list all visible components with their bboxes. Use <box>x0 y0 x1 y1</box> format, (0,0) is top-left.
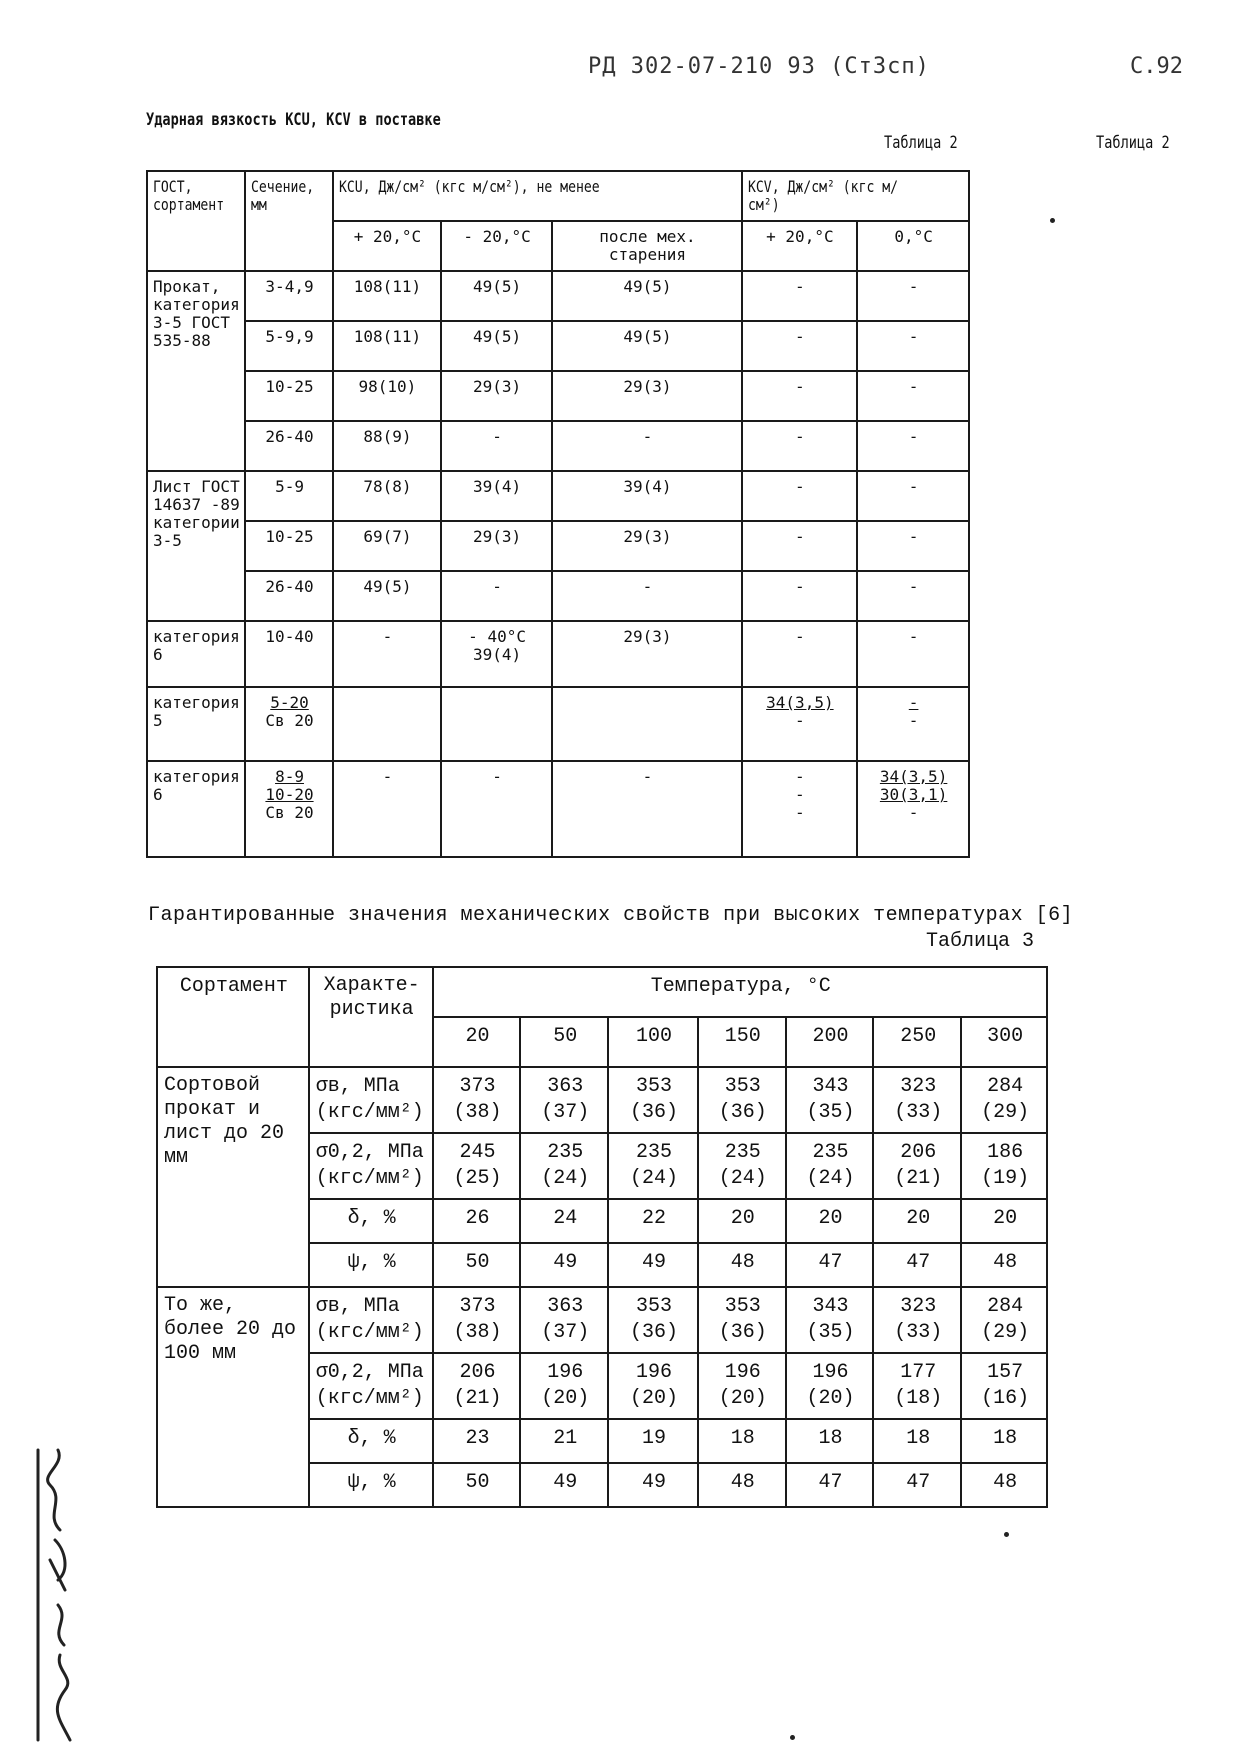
characteristic-cell <box>309 1419 433 1463</box>
kcu-plus20-cell: 98(10) <box>333 371 441 421</box>
value-cell: 18 <box>698 1419 786 1463</box>
characteristic-cell <box>309 1199 433 1243</box>
kcv-zero-cell <box>857 761 969 857</box>
section-cell <box>245 761 333 857</box>
table3-header-row <box>157 967 1047 1017</box>
table2-caption: Ударная вязкость KCU, KCV в поставке <box>146 110 441 130</box>
value-mpa: 284 <box>987 1075 1024 1098</box>
value-cell <box>520 1287 608 1353</box>
value-kgs: (20) <box>541 1387 590 1410</box>
header-characteristic: Характе-ристика <box>309 967 433 1067</box>
value-kgs: (38) <box>453 1321 502 1344</box>
value-cell <box>608 1133 698 1199</box>
value-kgs: (36) <box>718 1101 767 1124</box>
value-cell <box>698 1353 786 1419</box>
kcu-plus20-cell: - <box>333 761 441 857</box>
temp-cell: 300 <box>961 1017 1047 1067</box>
temp-cell: 200 <box>786 1017 874 1067</box>
value-mpa: 235 <box>547 1141 584 1164</box>
value-mpa: 206 <box>900 1141 937 1164</box>
value-cell <box>433 1133 521 1199</box>
kcu-minus20-cell <box>441 621 553 687</box>
kcu-minus20-temp: - 40°C <box>468 627 526 646</box>
kcv-value-line: - <box>795 785 805 804</box>
value-kgs: (16) <box>981 1387 1030 1410</box>
kcu-minus20-cell: - <box>441 421 553 471</box>
table-row <box>147 521 969 571</box>
table-row <box>157 1067 1047 1133</box>
value-cell: 20 <box>786 1199 874 1243</box>
value-cell: 49 <box>608 1243 698 1287</box>
impact-toughness-table <box>146 170 970 858</box>
section-cell: 26-40 <box>245 571 333 621</box>
value-mpa: 196 <box>724 1361 761 1384</box>
kcu-aging-cell: 29(3) <box>552 621 741 687</box>
table-row <box>147 321 969 371</box>
value-mpa: 353 <box>635 1295 672 1318</box>
value-mpa: 186 <box>987 1141 1024 1164</box>
header-sortament: Сортамент <box>157 967 309 1067</box>
kcv-plus20-cell: - <box>742 421 858 471</box>
kcu-plus20-cell: 69(7) <box>333 521 441 571</box>
kcv-value-line: - <box>908 711 919 730</box>
kcu-aging-cell: 29(3) <box>552 521 741 571</box>
section-cell: 26-40 <box>245 421 333 471</box>
table-row <box>147 571 969 621</box>
scan-speck <box>1004 1532 1009 1537</box>
table-row <box>147 371 969 421</box>
value-cell: 49 <box>520 1243 608 1287</box>
characteristic-symbol: σв, МПа <box>315 1075 400 1098</box>
kcv-value-line: - <box>908 693 919 712</box>
value-mpa: 373 <box>459 1295 496 1318</box>
section-cell: 5-9 <box>245 471 333 521</box>
kcv-value-line: - <box>795 803 805 822</box>
value-kgs: (21) <box>453 1387 502 1410</box>
value-kgs: (29) <box>981 1321 1030 1344</box>
kcv-plus20-cell: - <box>742 321 858 371</box>
table-row <box>147 687 969 761</box>
scan-speck <box>1050 218 1055 223</box>
value-cell <box>786 1067 874 1133</box>
value-kgs: (18) <box>894 1387 943 1410</box>
value-cell <box>961 1067 1047 1133</box>
high-temperature-properties-table <box>156 966 1048 1508</box>
kcv-zero-cell: - <box>857 371 969 421</box>
value-mpa: 323 <box>900 1295 937 1318</box>
table2-label: Таблица 2 <box>884 133 958 153</box>
kcv-value-line: - <box>795 767 805 786</box>
header-kcu: KCU, Дж/см² (кгс м/см²), не менее <box>333 171 741 221</box>
value-kgs: (24) <box>718 1167 767 1190</box>
value-cell <box>608 1353 698 1419</box>
value-cell <box>698 1287 786 1353</box>
table2-header-row <box>147 171 969 221</box>
kcv-plus20-cell: - <box>742 621 858 687</box>
header-kcv-zero: 0,°C <box>857 221 969 271</box>
kcu-minus20-cell: 49(5) <box>441 271 553 321</box>
value-cell: 20 <box>873 1199 961 1243</box>
value-kgs: (37) <box>541 1321 590 1344</box>
value-cell: 48 <box>698 1463 786 1507</box>
section-line: 10-20 <box>265 785 314 804</box>
section-cell: 3-4,9 <box>245 271 333 321</box>
value-mpa: 353 <box>724 1295 761 1318</box>
kcu-plus20-cell: 88(9) <box>333 421 441 471</box>
value-cell: 18 <box>961 1419 1047 1463</box>
section-cell: 10-25 <box>245 371 333 421</box>
value-cell <box>786 1287 874 1353</box>
table-row <box>147 471 969 521</box>
group-name: Сортовой прокат и лист до 20 мм <box>157 1067 309 1287</box>
kcu-minus20-cell <box>441 687 553 761</box>
characteristic-symbol: σ0,2, МПа <box>315 1361 424 1384</box>
value-cell: 48 <box>961 1463 1047 1507</box>
value-kgs: (29) <box>981 1101 1030 1124</box>
characteristic-unit: (кгс/мм²) <box>315 1101 424 1124</box>
value-cell <box>698 1133 786 1199</box>
value-cell: 26 <box>433 1199 521 1243</box>
kcu-plus20-cell: - <box>333 621 441 687</box>
value-cell <box>698 1067 786 1133</box>
value-kgs: (25) <box>453 1167 502 1190</box>
header-temperature: Температура, °С <box>433 967 1047 1017</box>
value-cell: 18 <box>786 1419 874 1463</box>
kcv-zero-cell: - <box>857 471 969 521</box>
value-cell: 20 <box>698 1199 786 1243</box>
kcu-plus20-cell: 49(5) <box>333 571 441 621</box>
kcu-aging-cell: 39(4) <box>552 471 741 521</box>
kcv-zero-cell: - <box>857 421 969 471</box>
value-cell: 23 <box>433 1419 521 1463</box>
value-cell: 21 <box>520 1419 608 1463</box>
kcv-zero-cell <box>857 687 969 761</box>
value-cell: 19 <box>608 1419 698 1463</box>
value-mpa: 177 <box>900 1361 937 1384</box>
header-kcu-aging: после мех. старения <box>552 221 741 271</box>
header-kcu-minus20: - 20,°C <box>441 221 553 271</box>
table-row <box>147 761 969 857</box>
value-cell <box>433 1067 521 1133</box>
group-name: То же, более 20 до 100 мм <box>157 1287 309 1507</box>
kcv-zero-cell: - <box>857 521 969 571</box>
value-mpa: 373 <box>459 1075 496 1098</box>
value-cell: 47 <box>873 1463 961 1507</box>
value-mpa: 196 <box>635 1361 672 1384</box>
kcv-plus20-cell: - <box>742 271 858 321</box>
characteristic-unit: (кгс/мм²) <box>315 1321 424 1344</box>
characteristic-unit: (кгс/мм²) <box>315 1167 424 1190</box>
kcu-aging-cell <box>552 687 741 761</box>
value-cell: 22 <box>608 1199 698 1243</box>
table3-body <box>157 1067 1047 1507</box>
kcv-zero-cell: - <box>857 321 969 371</box>
value-mpa: 206 <box>459 1361 496 1384</box>
characteristic-symbol: ψ, % <box>347 1471 396 1494</box>
kcu-aging-cell: - <box>552 571 741 621</box>
characteristic-symbol: δ, % <box>347 1207 396 1230</box>
value-mpa: 196 <box>812 1361 849 1384</box>
value-mpa: 323 <box>900 1075 937 1098</box>
table-row <box>147 621 969 687</box>
value-cell <box>873 1133 961 1199</box>
scan-speck <box>790 1735 795 1740</box>
section-line: 8-9 <box>275 767 304 786</box>
value-cell <box>520 1133 608 1199</box>
value-mpa: 353 <box>724 1075 761 1098</box>
value-cell <box>433 1353 521 1419</box>
value-mpa: 363 <box>547 1075 584 1098</box>
kcv-zero-cell: - <box>857 271 969 321</box>
value-kgs: (33) <box>894 1321 943 1344</box>
value-cell <box>961 1353 1047 1419</box>
value-mpa: 363 <box>547 1295 584 1318</box>
kcu-minus20-cell: - <box>441 761 553 857</box>
value-cell <box>873 1067 961 1133</box>
kcu-aging-cell: - <box>552 761 741 857</box>
group-name: категория 6 <box>147 761 245 857</box>
kcv-value-line: 30(3,1) <box>879 785 948 804</box>
kcu-plus20-cell <box>333 687 441 761</box>
table3-label: Таблица 3 <box>926 930 1035 953</box>
value-mpa: 343 <box>812 1075 849 1098</box>
value-kgs: (35) <box>806 1321 855 1344</box>
value-kgs: (24) <box>806 1167 855 1190</box>
value-cell <box>520 1067 608 1133</box>
value-cell: 49 <box>608 1463 698 1507</box>
table2-label-margin: Таблица 2 <box>1096 133 1170 153</box>
value-cell: 50 <box>433 1463 521 1507</box>
kcv-plus20-cell: - <box>742 571 858 621</box>
kcu-plus20-cell: 108(11) <box>333 321 441 371</box>
value-kgs: (24) <box>629 1167 678 1190</box>
value-cell: 47 <box>786 1243 874 1287</box>
characteristic-cell <box>309 1067 433 1133</box>
value-cell: 20 <box>961 1199 1047 1243</box>
characteristic-cell <box>309 1133 433 1199</box>
kcv-value-line: 34(3,5) <box>879 767 948 786</box>
characteristic-cell <box>309 1243 433 1287</box>
value-mpa: 284 <box>987 1295 1024 1318</box>
value-mpa: 343 <box>812 1295 849 1318</box>
value-kgs: (38) <box>453 1101 502 1124</box>
kcu-aging-cell: 49(5) <box>552 321 741 371</box>
characteristic-cell <box>309 1287 433 1353</box>
section-cell: 10-25 <box>245 521 333 571</box>
value-mpa: 196 <box>547 1361 584 1384</box>
section-cell <box>245 687 333 761</box>
header-kcv: KCV, Дж/см² (кгс м/см²) <box>742 171 969 221</box>
header-gost: ГОСТ, сортамент <box>147 171 245 271</box>
kcv-zero-cell: - <box>857 571 969 621</box>
value-kgs: (24) <box>541 1167 590 1190</box>
document-code: РД 302-07-210 93 (Ст3сп) <box>588 54 930 79</box>
value-mpa: 157 <box>987 1361 1024 1384</box>
value-cell: 47 <box>873 1243 961 1287</box>
page-number: С.92 <box>1130 54 1183 79</box>
value-cell <box>873 1353 961 1419</box>
kcu-aging-cell: 49(5) <box>552 271 741 321</box>
value-kgs: (36) <box>629 1101 678 1124</box>
value-cell <box>873 1287 961 1353</box>
temp-cell: 150 <box>698 1017 786 1067</box>
kcu-minus20-cell: 39(4) <box>441 471 553 521</box>
characteristic-symbol: σ0,2, МПа <box>315 1141 424 1164</box>
group-name: Прокат, категория 3-5 ГОСТ 535-88 <box>147 271 245 471</box>
value-cell: 49 <box>520 1463 608 1507</box>
value-cell: 48 <box>961 1243 1047 1287</box>
temp-cell: 250 <box>873 1017 961 1067</box>
value-kgs: (35) <box>806 1101 855 1124</box>
temp-cell: 50 <box>520 1017 608 1067</box>
kcu-plus20-cell: 108(11) <box>333 271 441 321</box>
kcu-aging-cell: 29(3) <box>552 371 741 421</box>
section-cell: 10-40 <box>245 621 333 687</box>
table-row <box>157 1287 1047 1353</box>
value-cell <box>433 1287 521 1353</box>
value-mpa: 235 <box>724 1141 761 1164</box>
characteristic-symbol: σв, МПа <box>315 1295 400 1318</box>
header-section: Сечение, мм <box>245 171 333 271</box>
kcv-plus20-cell: - <box>742 471 858 521</box>
kcu-minus20-cell: 49(5) <box>441 321 553 371</box>
value-kgs: (36) <box>718 1321 767 1344</box>
kcu-minus20-cell: 29(3) <box>441 521 553 571</box>
value-cell: 18 <box>873 1419 961 1463</box>
value-cell: 48 <box>698 1243 786 1287</box>
kcv-value-line: 34(3,5) <box>766 693 834 712</box>
value-mpa: 245 <box>459 1141 496 1164</box>
characteristic-symbol: ψ, % <box>347 1251 396 1274</box>
value-cell: 50 <box>433 1243 521 1287</box>
group-name: Лист ГОСТ 14637 -89 категории 3-5 <box>147 471 245 621</box>
value-cell: 47 <box>786 1463 874 1507</box>
section-line: Св 20 <box>265 803 314 822</box>
value-kgs: (36) <box>629 1321 678 1344</box>
group-name: категория 5 <box>147 687 245 761</box>
value-cell <box>961 1287 1047 1353</box>
characteristic-unit: (кгс/мм²) <box>315 1387 424 1410</box>
value-cell: 24 <box>520 1199 608 1243</box>
kcu-minus20-cell: 29(3) <box>441 371 553 421</box>
value-cell <box>520 1353 608 1419</box>
kcv-plus20-cell <box>742 687 858 761</box>
section-line: 5-20 <box>270 693 309 712</box>
kcu-aging-cell: - <box>552 421 741 471</box>
kcu-minus20-value: 39(4) <box>472 645 522 664</box>
kcv-value-line: - <box>908 803 919 822</box>
temp-cell: 100 <box>608 1017 698 1067</box>
section-cell: 5-9,9 <box>245 321 333 371</box>
value-kgs: (37) <box>541 1101 590 1124</box>
kcv-plus20-cell <box>742 761 858 857</box>
value-mpa: 235 <box>812 1141 849 1164</box>
kcu-minus20-cell: - <box>441 571 553 621</box>
characteristic-symbol: δ, % <box>347 1427 396 1450</box>
value-cell <box>961 1133 1047 1199</box>
kcv-zero-cell: - <box>857 621 969 687</box>
header-kcv-plus20: + 20,°C <box>742 221 858 271</box>
kcv-value-line: - <box>795 711 805 730</box>
value-cell <box>608 1287 698 1353</box>
value-kgs: (33) <box>894 1101 943 1124</box>
temp-cell: 20 <box>433 1017 521 1067</box>
characteristic-cell <box>309 1353 433 1419</box>
kcu-plus20-cell: 78(8) <box>333 471 441 521</box>
value-mpa: 235 <box>635 1141 672 1164</box>
group-name: категория 6 <box>147 621 245 687</box>
table-row <box>147 271 969 321</box>
value-kgs: (20) <box>806 1387 855 1410</box>
value-kgs: (21) <box>894 1167 943 1190</box>
value-kgs: (20) <box>629 1387 678 1410</box>
table3-caption: Гарантированные значения механических свойств при высоких температурах [6] <box>148 904 1074 927</box>
value-cell <box>786 1133 874 1199</box>
value-mpa: 353 <box>635 1075 672 1098</box>
kcv-plus20-cell: - <box>742 521 858 571</box>
value-kgs: (20) <box>718 1387 767 1410</box>
kcv-plus20-cell: - <box>742 371 858 421</box>
characteristic-cell <box>309 1463 433 1507</box>
value-cell <box>786 1353 874 1419</box>
handwritten-margin-note <box>20 1440 90 1750</box>
header-kcu-plus20: + 20,°C <box>333 221 441 271</box>
section-line: Св 20 <box>265 711 314 730</box>
table-row <box>147 421 969 471</box>
value-cell <box>608 1067 698 1133</box>
value-kgs: (19) <box>981 1167 1030 1190</box>
